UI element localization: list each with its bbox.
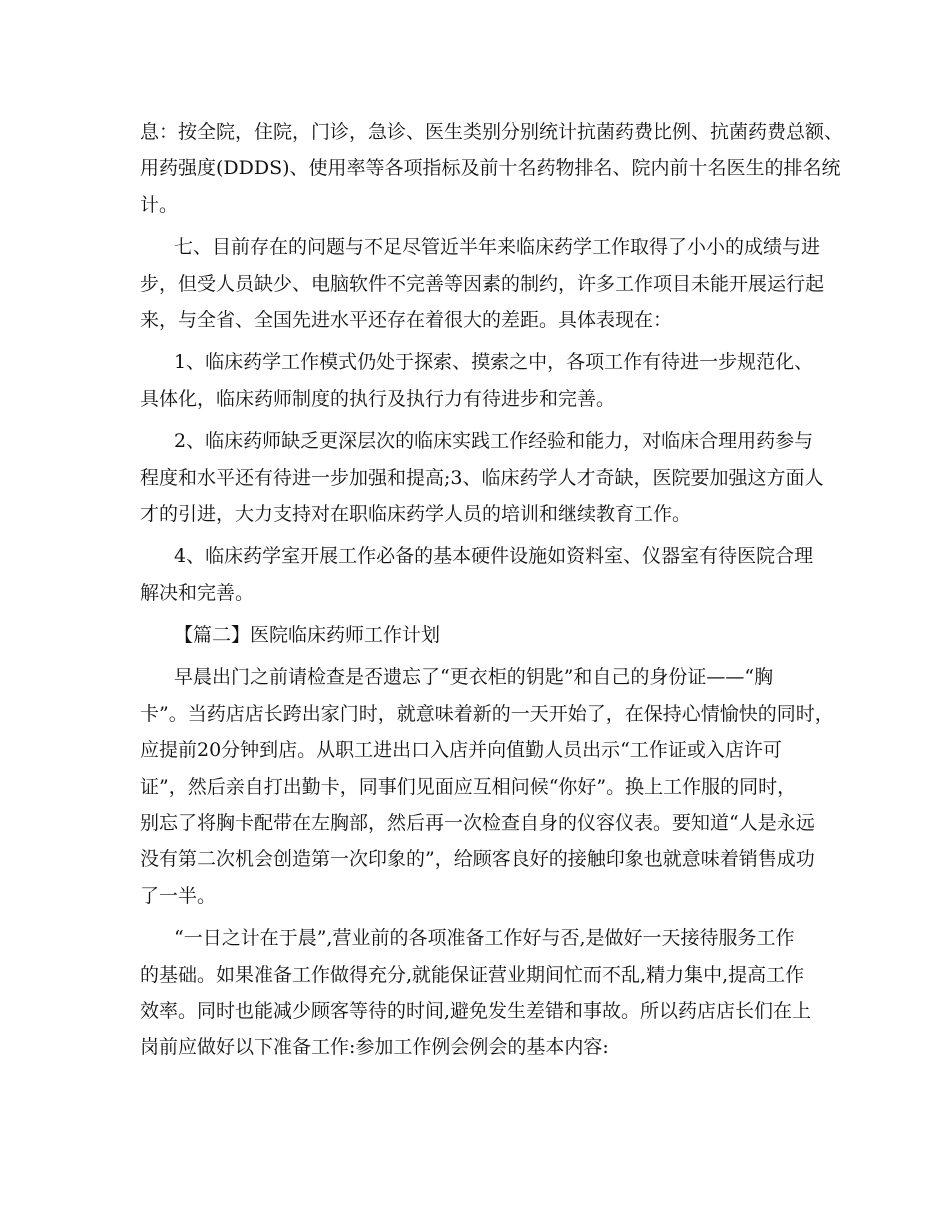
text-line: 【篇二】医院临床药师工作计划 bbox=[174, 624, 441, 647]
text-line: 了一半。 bbox=[140, 884, 217, 907]
text-line: 才的引进，大力支持对在职临床药学人员的培训和继续教育工作。 bbox=[140, 502, 692, 525]
paragraph bbox=[140, 114, 844, 223]
document-body bbox=[140, 114, 844, 1066]
text-line: 具体化，临床药师制度的执行及执行力有待进步和完善。 bbox=[140, 387, 616, 410]
text-line: 早晨出门之前请检查是否遗忘了“更衣柜的钥匙”和自己的身份证——“胸 bbox=[174, 666, 774, 689]
paragraph bbox=[140, 538, 820, 611]
text-line: 没有第二次机会创造第一次印象的”，给顾客良好的接触印象也就意味着销售成功 bbox=[140, 848, 815, 871]
paragraph bbox=[140, 344, 820, 417]
text-line: 七、目前存在的问题与不足尽管近半年来临床药学工作取得了小小的成绩与进 bbox=[174, 236, 821, 259]
text-line: 2、临床药师缺乏更深层次的临床实践工作经验和能力，对临床合理用药参与 bbox=[174, 430, 814, 453]
paragraph bbox=[140, 920, 820, 1066]
paragraph bbox=[140, 423, 824, 532]
text-line: 步，但受人员缺少、电脑软件不完善等因素的制约，许多工作项目未能开展运行起 bbox=[140, 272, 825, 295]
text-line: 证”，然后亲自打出勤卡，同事们见面应互相问候“你好”。换上工作服的同时， bbox=[140, 775, 797, 798]
text-line: 息：按全院，住院，门诊，急诊、医生类别分别统计抗菌药费比例、抗菌药费总额、 bbox=[140, 121, 844, 143]
text-line: 解决和完善。 bbox=[140, 581, 255, 604]
text-line: 别忘了将胸卡配带在左胸部，然后再一次检查自身的仪容仪表。要知道“人是永远 bbox=[140, 812, 815, 835]
text-line: 卡”。当药店店长跨出家门时，就意味着新的一天开始了，在保持心情愉快的同时， bbox=[140, 702, 834, 725]
paragraph bbox=[140, 617, 820, 653]
text-line: 计。 bbox=[140, 193, 179, 216]
text-line: 效率。同时也能减少顾客等待的时间,避免发生差错和事故。所以药店店长们在上 bbox=[140, 999, 812, 1022]
text-line: 的基础。如果准备工作做得充分,就能保证营业期间忙而不乱,精力集中,提高工作 bbox=[140, 963, 805, 986]
text-line: 来，与全省、全国先进水平还存在着很大的差距。具体表现在： bbox=[140, 308, 673, 331]
paragraph bbox=[140, 659, 834, 914]
text-line: 程度和水平还有待进一步加强和提高;3、临床药学人才奇缺，医院要加强这方面人 bbox=[140, 466, 824, 489]
text-line: 用药强度(DDDS)、使用率等各项指标及前十名药物排名、院内前十名医生的排名统 bbox=[140, 157, 841, 180]
text-line: 应提前20分钟到店。从职工进出口入店并向值勤人员出示“工作证或入店许可 bbox=[140, 739, 782, 762]
paragraph bbox=[140, 229, 825, 338]
text-line: 4、临床药学室开展工作必备的基本硬件设施如资料室、仪器室有待医院合理 bbox=[174, 545, 814, 568]
text-line: “一日之计在于晨”,营业前的各项准备工作好与否,是做好一天接待服务工作 bbox=[174, 927, 795, 950]
text-line: 岗前应做好以下准备工作:参加工作例会例会的基本内容: bbox=[140, 1036, 609, 1059]
text-line: 1、临床药学工作模式仍处于探索、摸索之中，各项工作有待进一步规范化、 bbox=[174, 351, 814, 374]
